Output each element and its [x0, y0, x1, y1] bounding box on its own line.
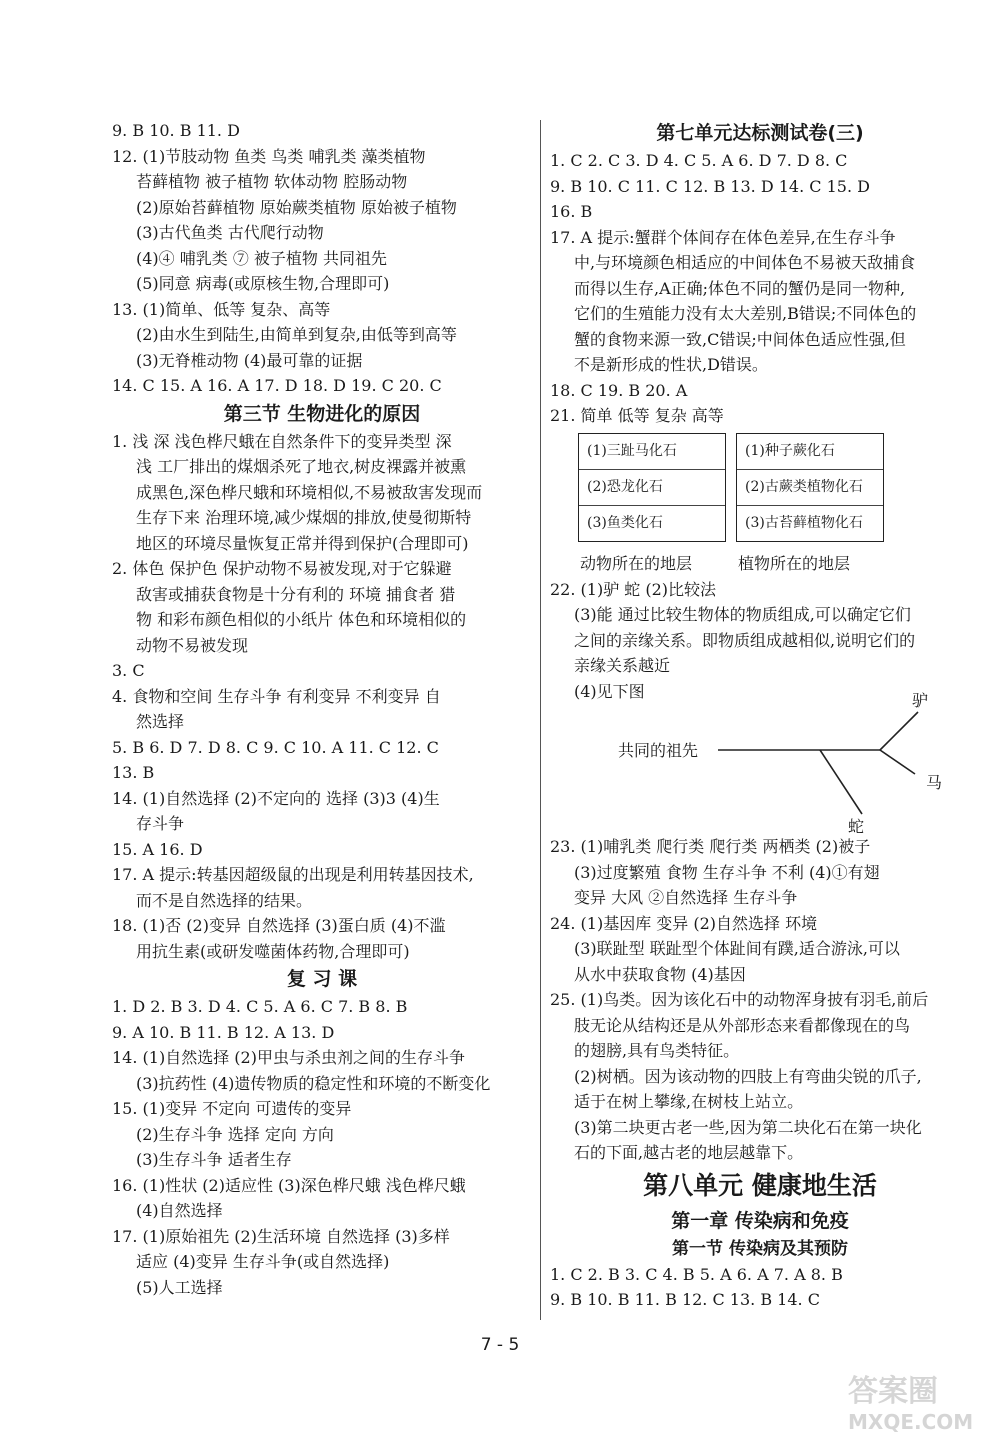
answer-line: 25. (1)鸟类。因为该化石中的动物浑身披有羽毛,前后 — [550, 990, 929, 1009]
fossil-cell: (1)种子蕨化石 — [737, 434, 883, 470]
answer-line: 1. C 2. C 3. D 4. C 5. A 6. D 7. D 8. C — [550, 151, 848, 170]
answer-line: 石的下面,越古老的地层越靠下。 — [574, 1143, 804, 1162]
section-heading: 第七单元达标测试卷(三) — [656, 122, 864, 144]
answer-line: 变异 大风 ②自然选择 生存斗争 — [574, 888, 798, 907]
answer-line: 16. (1)性状 (2)适应性 (3)深色桦尺蛾 浅色桦尺蛾 — [112, 1175, 466, 1195]
tree-leaf-snake: 蛇 — [848, 817, 865, 836]
fossil-captions — [550, 551, 970, 577]
right-mid-block — [550, 577, 970, 705]
answer-line: 22. (1)驴 蛇 (2)比较法 — [550, 579, 717, 599]
answer-line: 地区的环境尽量恢复正常并得到保护(合理即可) — [136, 533, 469, 553]
fossil-cell: (2)恐龙化石 — [579, 470, 725, 506]
watermark-bottom: MXQE.COM — [848, 1410, 974, 1434]
answer-line: 的翅膀,具有鸟类特征。 — [574, 1041, 740, 1060]
answer-line: 之间的亲缘关系。即物质组成越相似,说明它们的 — [574, 630, 916, 650]
answer-line: (3)联趾型 联趾型个体趾间有蹼,适合游泳,可以 — [574, 939, 900, 958]
answer-line: (4)自然选择 — [136, 1201, 223, 1220]
answer-line: 24. (1)基因库 变异 (2)自然选择 环境 — [550, 913, 818, 933]
answer-line: 18. (1)否 (2)变异 自然选择 (3)蛋白质 (4)不滥 — [112, 916, 446, 935]
answer-line: (3)过度繁殖 食物 生存斗争 不利 (4)①有翅 — [574, 862, 880, 882]
answer-line: 用抗生素(或研发噬菌体药物,合理即可) — [136, 941, 410, 961]
answer-line: 16. B — [550, 202, 593, 221]
answer-line: 亲缘关系越近 — [574, 656, 671, 675]
answer-line: 17. (1)原始祖先 (2)生活环境 自然选择 (3)多样 — [112, 1226, 450, 1246]
answer-line: 9. B 10. B 11. B 12. C 13. B 14. C — [550, 1290, 820, 1309]
answer-line: 23. (1)哺乳类 爬行类 爬行类 两栖类 (2)被子 — [550, 837, 871, 856]
answer-line: 4. 食物和空间 生存斗争 有利变异 不利变异 自 — [112, 686, 441, 706]
answer-line: 适应 (4)变异 生存斗争(或自然选择) — [136, 1252, 390, 1271]
answer-line: 然选择 — [136, 712, 185, 731]
animal-fossil-box — [578, 433, 726, 542]
answer-line: 17. A 提示:转基因超级鼠的出现是利用转基因技术, — [112, 865, 474, 884]
fossil-cell: (2)古蕨类植物化石 — [737, 470, 883, 506]
answer-line: 15. (1)变异 不定向 可遗传的变异 — [112, 1099, 352, 1118]
answer-line: 14. C 15. A 16. A 17. D 18. D 19. C 20. C — [112, 376, 442, 395]
answer-line: 21. 简单 低等 复杂 高等 — [550, 406, 724, 425]
section-title: 第一节 传染病及其预防 — [672, 1238, 848, 1259]
answer-line: (5)人工选择 — [136, 1277, 223, 1297]
answer-line: 不是新形成的性状,D错误。 — [574, 355, 768, 374]
answer-line: 肢无论从结构还是从外部形态来看都像现在的鸟 — [574, 1015, 911, 1035]
answer-line: 5. B 6. D 7. D 8. C 9. C 10. A 11. C 12. C — [112, 737, 439, 757]
answer-line: (2)树栖。因为该动物的四肢上有弯曲尖锐的爪子, — [574, 1066, 922, 1086]
answer-line: 9. B 10. C 11. C 12. B 13. D 14. C 15. D — [550, 176, 870, 196]
answer-line: 苔藓植物 被子植物 软体动物 腔肠动物 — [136, 172, 408, 191]
right-end-block — [550, 1262, 970, 1313]
answer-line: 生存下来 治理环境,减少煤烟的排放,使曼彻斯特 — [136, 508, 472, 527]
answer-line: 1. D 2. B 3. D 4. C 5. A 6. C 7. B 8. B — [112, 997, 408, 1016]
answer-line: 而不是自然选择的结果。 — [136, 890, 313, 910]
answer-line: 浅 工厂排出的煤烟杀死了地衣,树皮裸露并被熏 — [136, 457, 467, 476]
answer-line: 它们的生殖能力没有太大差别,B错误;不同体色的 — [574, 304, 917, 323]
answer-line: (4)见下图 — [574, 681, 645, 701]
column-divider — [540, 120, 541, 1320]
answer-line: 蟹的食物来源一致,C错误;中间体色适应性强,但 — [574, 329, 906, 349]
answer-line: 14. (1)自然选择 (2)不定向的 选择 (3)3 (4)生 — [112, 788, 440, 808]
answer-line: 15. A 16. D — [112, 839, 203, 859]
answer-line: (3)第二块更古老一些,因为第二块化石在第一块化 — [574, 1117, 922, 1137]
answer-line: 9. A 10. B 11. B 12. A 13. D — [112, 1022, 335, 1042]
answer-line: 1. 浅 深 浅色桦尺蛾在自然条件下的变异类型 深 — [112, 431, 452, 451]
right-column — [550, 118, 970, 1313]
fossil-cell: (1)三趾马化石 — [579, 434, 725, 470]
answer-line: 18. C 19. B 20. A — [550, 380, 688, 400]
answer-line: 9. B 10. B 11. D — [112, 121, 240, 140]
answer-line: (3)古代鱼类 古代爬行动物 — [136, 223, 324, 242]
answer-line: (2)原始苔藓植物 原始蕨类植物 原始被子植物 — [136, 197, 457, 217]
answer-line: (2)由水生到陆生,由简单到复杂,由低等到高等 — [136, 325, 457, 344]
watermark-top: 答案圈 — [848, 1374, 938, 1409]
answer-line: 3. C — [112, 661, 145, 680]
answer-line: (3)能 通过比较生物体的物质组成,可以确定它们 — [574, 605, 911, 624]
answer-line: (2)生存斗争 选择 定向 方向 — [136, 1124, 334, 1144]
answer-line: 13. B — [112, 763, 155, 782]
answer-line: 适于在树上攀缘,在树枝上站立。 — [574, 1092, 804, 1111]
tree-leaf-donkey: 驴 — [912, 691, 929, 710]
right-top-block — [550, 118, 970, 429]
chapter-title: 第一章 传染病和免疫 — [671, 1209, 849, 1232]
unit-title: 第八单元 健康地生活 — [643, 1170, 877, 1200]
answer-line: 成黑色,深色桦尺蛾和环境相似,不易被敌害发现而 — [136, 482, 483, 502]
tree-root-label: 共同的祖先 — [618, 741, 699, 760]
tree-leaf-horse: 马 — [926, 773, 943, 792]
answer-line: 而得以生存,A正确;体色不同的蟹仍是同一物种, — [574, 278, 906, 298]
tree-lines — [550, 704, 970, 834]
fossil-boxes — [578, 429, 970, 551]
answer-line: (5)同意 病毒(或原核生物,合理即可) — [136, 274, 390, 293]
fossil-cell: (3)鱼类化石 — [587, 514, 663, 531]
answer-line: 13. (1)简单、低等 复杂、高等 — [112, 299, 331, 319]
answer-line: 14. (1)自然选择 (2)甲虫与杀虫剂之间的生存斗争 — [112, 1048, 465, 1067]
caption-animal: 动物所在的地层 — [580, 553, 693, 573]
answer-line: 12. (1)节肢动物 鱼类 鸟类 哺乳类 藻类植物 — [112, 146, 426, 166]
answer-line: (3)抗药性 (4)遗传物质的稳定性和环境的不断变化 — [136, 1073, 491, 1093]
answer-line: 动物不易被发现 — [136, 635, 249, 655]
answer-line: 物 和彩布颜色相似的小纸片 体色和环境相似的 — [136, 610, 467, 629]
answer-line: 17. A 提示:蟹群个体间存在体色差异,在生存斗争 — [550, 227, 896, 247]
left-column — [112, 118, 532, 1300]
section-heading: 复 习 课 — [286, 968, 358, 990]
answer-line: 敌害或捕获食物是十分有利的 环境 捕食者 猎 — [136, 584, 456, 604]
answer-line: 1. C 2. B 3. C 4. B 5. A 6. A 7. A 8. B — [550, 1264, 843, 1284]
plant-fossil-box — [736, 433, 884, 542]
answer-line: 2. 体色 保护色 保护动物不易被发现,对于它躲避 — [112, 559, 452, 578]
answer-line: (4)④ 哺乳类 ⑦ 被子植物 共同祖先 — [136, 248, 388, 268]
right-bottom-block — [550, 834, 970, 1166]
watermark-logo — [848, 1366, 978, 1434]
caption-plant: 植物所在的地层 — [738, 553, 851, 573]
answer-line: (3)无脊椎动物 (4)最可靠的证据 — [136, 350, 363, 370]
page-number: 7 - 5 — [480, 1335, 520, 1355]
section-heading: 第三节 生物进化的原因 — [223, 402, 421, 425]
answer-line: 存斗争 — [136, 814, 185, 833]
fossil-cell: (3)古苔藓植物化石 — [745, 514, 863, 531]
answer-line: (3)生存斗争 适者生存 — [136, 1150, 292, 1169]
answer-line: 中,与环境颜色相适应的中间体色不易被天敌捕食 — [574, 253, 916, 272]
answer-line: 从水中获取食物 (4)基因 — [574, 964, 746, 984]
